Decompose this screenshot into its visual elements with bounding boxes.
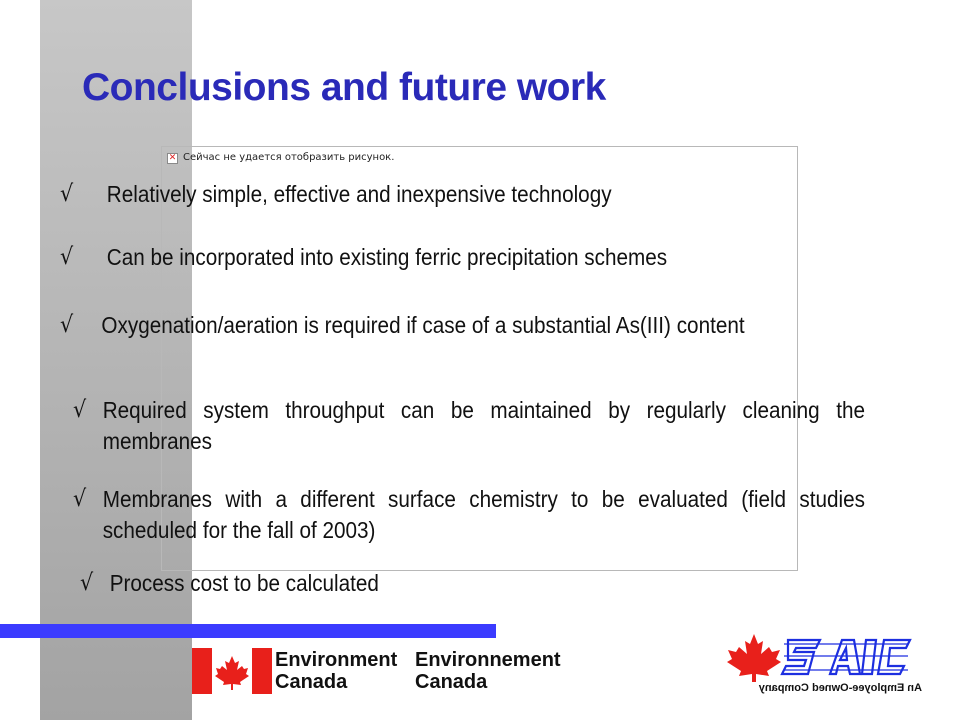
ec-english-line2: Canada	[275, 671, 348, 693]
broken-image-text: Сейчас не удается отобразить рисунок.	[183, 152, 395, 163]
check-icon: √	[60, 181, 74, 207]
bullet-text: Membranes with a different surface chemistry to be evaluated (field studies scheduled for the fall of 2003)	[102, 486, 865, 543]
maple-leaf-icon	[724, 632, 784, 684]
check-icon: √	[60, 244, 74, 270]
saic-mark-text	[845, 662, 848, 665]
canada-flag-icon	[192, 648, 272, 694]
ec-english-line1: Environment	[275, 649, 398, 671]
bullet-text: Required system throughput can be maintained by regularly cleaning the membranes	[102, 397, 865, 454]
saic-wordmark	[780, 634, 912, 680]
bullet-item	[60, 179, 780, 210]
bullet-text: Can be incorporated into existing ferric precipitation schemes	[106, 244, 668, 270]
ec-french-line2: Canada	[415, 671, 488, 693]
check-icon: √	[73, 397, 87, 423]
bullet-text: Relatively simple, effective and inexpensive technology	[106, 181, 612, 207]
blue-rule	[0, 624, 496, 638]
bullet-item	[60, 310, 780, 341]
slide-title: Conclusions and future work	[82, 66, 606, 109]
broken-image-icon: ✕	[168, 153, 177, 163]
environment-canada-logo	[192, 648, 592, 694]
check-icon: √	[60, 312, 74, 338]
check-icon: √	[80, 570, 94, 596]
bullet-text: Oxygenation/aeration is required if case of a substantial As(III) content	[101, 312, 745, 338]
bullet-item	[73, 484, 865, 546]
bullet-text: Process cost to be calculated	[109, 570, 379, 596]
check-icon: √	[73, 486, 87, 512]
saic-tagline: An Employee-Owned Company	[758, 682, 922, 694]
saic-logo	[724, 632, 920, 702]
bullet-item	[80, 568, 530, 599]
bullet-item	[73, 395, 865, 457]
bullet-item	[60, 242, 798, 273]
ec-french-line1: Environnement	[415, 649, 561, 671]
